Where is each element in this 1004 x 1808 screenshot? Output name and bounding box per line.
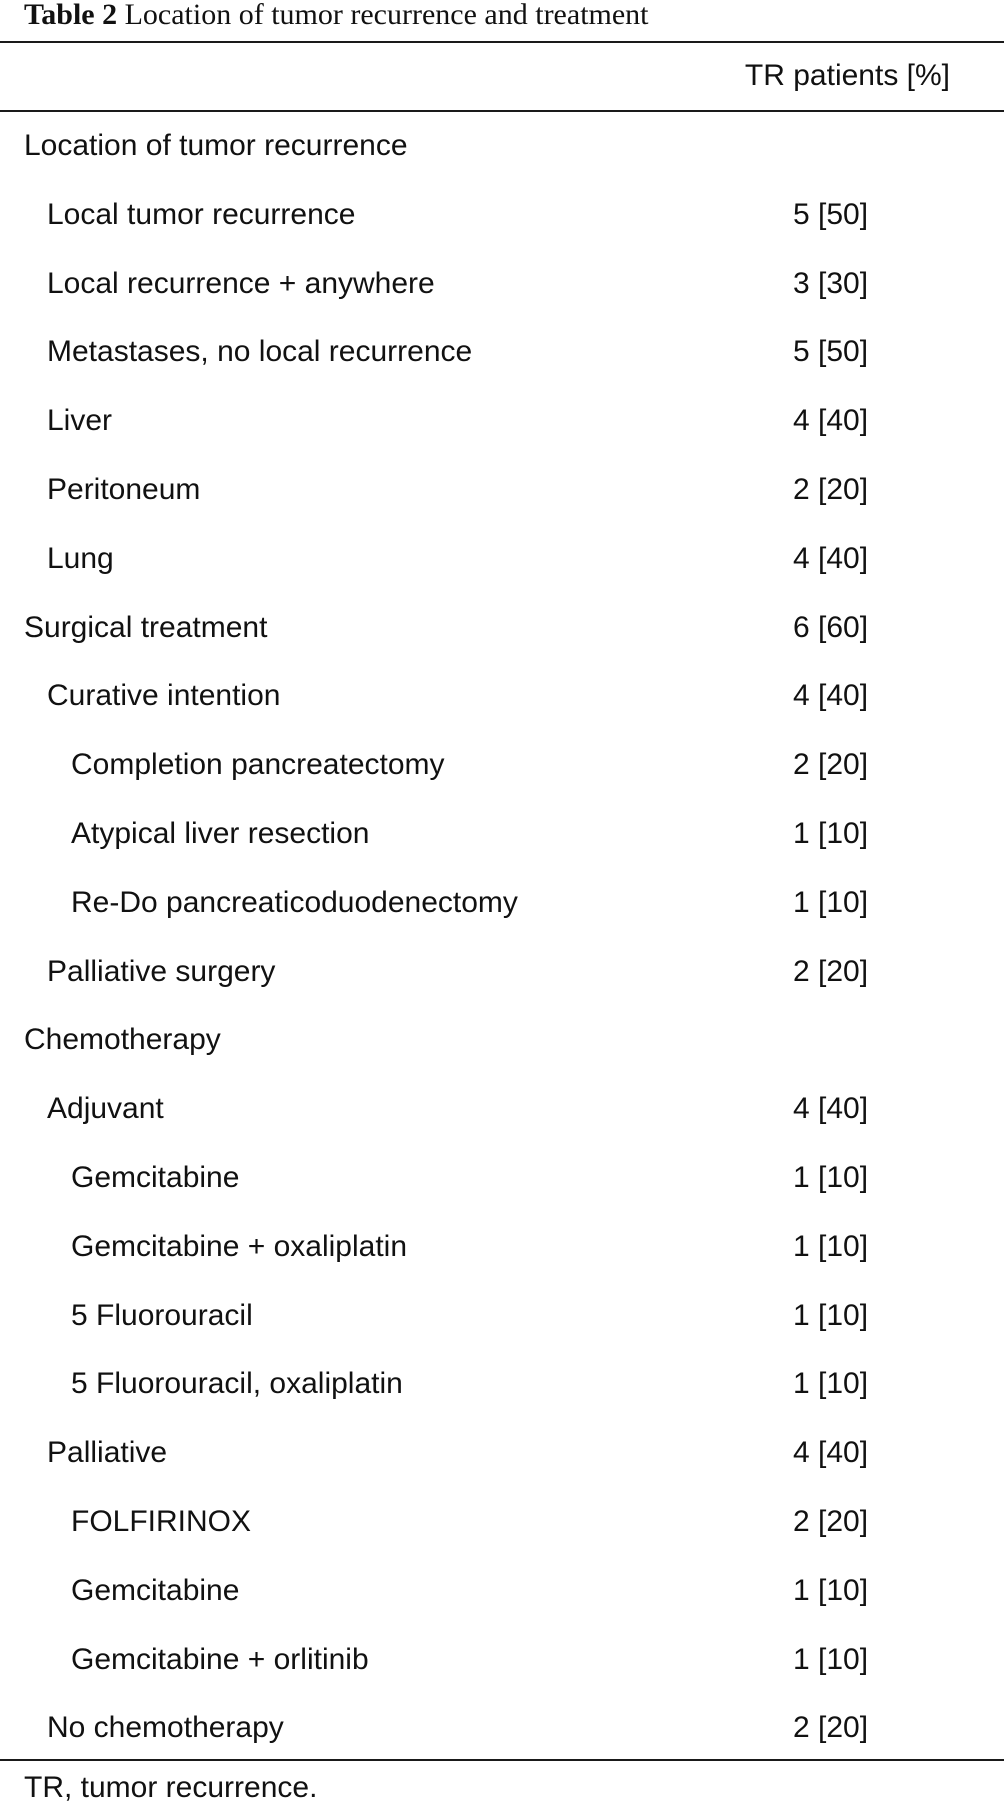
row-value: 1 [10] [793,1160,869,1194]
row-value: 4 [40] [793,1092,869,1126]
row-label: Lung [47,541,114,575]
row-label: Gemcitabine + oxaliplatin [71,1229,408,1263]
row-label: Liver [47,404,113,438]
row-value: 2 [20] [793,748,869,782]
row-label: Curative intention [47,679,281,713]
table-row [0,1282,1004,1351]
table-row [0,1626,1004,1695]
row-label: Adjuvant [47,1092,164,1126]
row-label: FOLFIRINOX [71,1504,252,1538]
row-value: 4 [40] [793,541,869,575]
table-row [0,594,1004,663]
table-caption-title: Location of tumor recurrence and treatment [124,0,649,31]
table-footnote: TR, tumor recurrence. [24,1771,318,1804]
row-label: Atypical liver resection [71,816,370,850]
row-label: Surgical treatment [24,610,268,644]
row-value: 2 [20] [793,1711,869,1745]
row-label: Gemcitabine [71,1160,240,1194]
table-row [0,1694,1004,1763]
table-row [0,1144,1004,1213]
row-label: Gemcitabine + orlitinib [71,1642,369,1676]
table-row [0,1557,1004,1626]
table-row [0,1488,1004,1557]
row-value: 1 [10] [793,1367,869,1401]
table-row [0,662,1004,731]
table-caption [24,0,649,34]
row-value: 6 [60] [793,610,869,644]
table-body [0,112,1004,1763]
row-value: 5 [50] [793,197,869,231]
table-row [0,1419,1004,1488]
row-label: Completion pancreatectomy [71,748,445,782]
row-label: Local tumor recurrence [47,197,356,231]
row-label: 5 Fluorouracil, oxaliplatin [71,1367,403,1401]
row-value: 1 [10] [793,1298,869,1332]
row-label: Palliative [47,1436,168,1470]
table-row [0,869,1004,938]
table-row [0,731,1004,800]
table-row [0,181,1004,250]
row-label: Local recurrence + anywhere [47,266,435,300]
row-value: 2 [20] [793,954,869,988]
row-value: 4 [40] [793,679,869,713]
table-row [0,1075,1004,1144]
top-rule [0,41,1004,43]
row-value: 4 [40] [793,404,869,438]
row-value: 2 [20] [793,472,869,506]
row-label: Peritoneum [47,472,201,506]
row-value: 5 [50] [793,335,869,369]
table-row [0,1350,1004,1419]
table-caption-label: Table 2 [24,0,118,31]
row-value: 1 [10] [793,1642,869,1676]
row-label: 5 Fluorouracil [71,1298,253,1332]
table-row [0,456,1004,525]
row-label: Chemotherapy [24,1023,221,1057]
row-value: 1 [10] [793,1229,869,1263]
column-header-tr-patients: TR patients [%] [744,59,950,92]
table-row [0,1006,1004,1075]
row-label: Gemcitabine [71,1573,240,1607]
row-value: 1 [10] [793,816,869,850]
table-row [0,112,1004,181]
row-value: 1 [10] [793,1573,869,1607]
table-row [0,250,1004,319]
table-row [0,800,1004,869]
row-value: 1 [10] [793,885,869,919]
table-row [0,938,1004,1007]
table-row [0,387,1004,456]
bottom-rule [0,1759,1004,1761]
table-row [0,525,1004,594]
row-label: Location of tumor recurrence [24,129,408,162]
row-value: 4 [40] [793,1436,869,1470]
row-label: No chemotherapy [47,1711,284,1745]
row-label: Metastases, no local recurrence [47,335,473,369]
row-label: Palliative surgery [47,954,276,988]
table-row [0,1213,1004,1282]
table-row [0,318,1004,387]
row-value: 2 [20] [793,1504,869,1538]
row-label: Re-Do pancreaticoduodenectomy [71,885,518,919]
row-value: 3 [30] [793,266,869,300]
